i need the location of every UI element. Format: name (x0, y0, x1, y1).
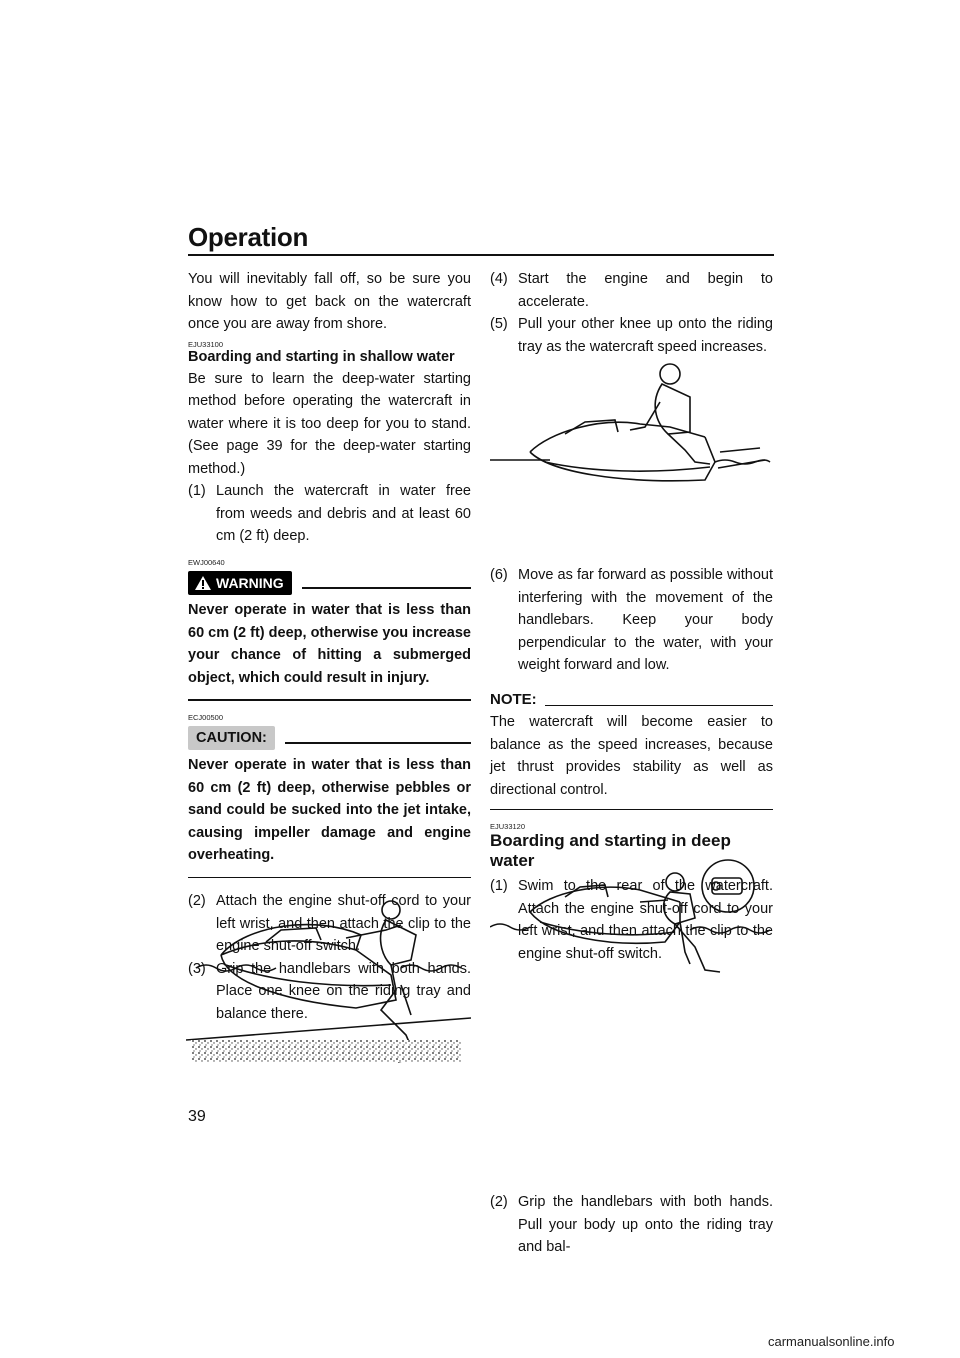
list-item (188, 480, 471, 548)
list-text: Swim to the rear of the watercraft. Attach the engine shut-off cord to your left wrist, and then attach the clip to the engine shut-off switch. (518, 878, 773, 962)
list-number: (6) (490, 567, 508, 583)
warning-badge (188, 571, 292, 596)
list-item (490, 1191, 773, 1259)
list-text: Grip the handlebars with both hands. Pull your body up onto the riding tray and bal- (518, 1194, 773, 1255)
caution-rule (285, 742, 471, 744)
list-item (490, 564, 773, 677)
note-rule (545, 705, 773, 706)
list-number: (4) (490, 271, 508, 287)
watermark: carmanualsonline.info (768, 1334, 895, 1349)
list-number: (1) (188, 483, 206, 499)
accelerating-rider-illustration (490, 352, 773, 502)
note-label-row (490, 689, 773, 712)
section-code: EJU33100 (188, 339, 224, 349)
warning-label-row (188, 571, 471, 596)
list-number: (3) (188, 960, 206, 977)
section-heading-shallow: Boarding and starting in shallow water (188, 348, 455, 365)
list-text: Launch the watercraft in water free from weeds and debris and at least 60 cm (2 ft) deep. (216, 483, 471, 544)
list-text: Grip the handlebars with both hands. Place one knee on the riding tray and balance there. (216, 960, 471, 1022)
note-text: The watercraft will become easier to balance as the speed increases, because jet thrust provides stability as well as directional control. (490, 714, 773, 798)
warning-rule (302, 587, 471, 589)
figure-spacer (490, 965, 773, 1191)
list-number: (5) (490, 316, 508, 332)
intro-paragraph: You will inevitably fall off, so be sure you know how to get back on the watercraft once you are away from shore. (188, 271, 471, 332)
list-text: Pull your other knee up onto the riding tray as the watercraft speed increases. (518, 316, 773, 355)
note-end-rule (490, 809, 773, 810)
caution-text: Never operate in water that is less than 60 cm (2 ft) deep, otherwise pebbles or sand could be sucked into the jet intake, causing impeller damage and engine overheating. (188, 757, 471, 863)
caution-badge: CAUTION: (188, 726, 275, 751)
warning-label: WARNING (216, 574, 284, 591)
list-item (490, 268, 773, 313)
shallow-water-boarding-illustration (186, 890, 471, 1065)
list-number: (2) (490, 1194, 508, 1210)
deep-water-boarding-illustration (490, 852, 773, 982)
warning-end-rule (188, 699, 471, 701)
warning-text: Never operate in water that is less than 60 cm (2 ft) deep, otherwise you increase your chance of hitting a submerged object, which could result in injury. (188, 602, 471, 686)
caution-end-rule (188, 877, 471, 879)
page-number: 39 (188, 1108, 206, 1125)
list-number: (2) (188, 893, 206, 909)
warning-code: EWJ00640 (188, 557, 225, 567)
list-number: (1) (490, 878, 508, 894)
section-heading-deep: Boarding and starting in deep water (490, 831, 731, 870)
list-text: Attach the engine shut-off cord to your left wrist, and then attach the clip to the engine shut-off switch. (216, 893, 471, 954)
list-text: Start the engine and begin to accelerate. (518, 271, 773, 310)
caution-label-row (188, 726, 471, 751)
page-title: Operation (188, 222, 309, 252)
note-label: NOTE: (490, 690, 537, 708)
list-text: Move as far forward as possible without interfering with the movement of the handlebars. Keep your body perpendicular to the water, with your weight forward and low. (518, 567, 773, 673)
caution-code: ECJ00500 (188, 712, 224, 722)
warning-triangle-icon (194, 575, 212, 591)
shallow-paragraph: Be sure to learn the deep-water starting method before operating the watercraft in water where it is too deep for you to stand. (See page 39 for the deep-water starting method.) (188, 370, 471, 477)
section-code: EJU33120 (490, 822, 526, 831)
title-rule (188, 254, 774, 256)
